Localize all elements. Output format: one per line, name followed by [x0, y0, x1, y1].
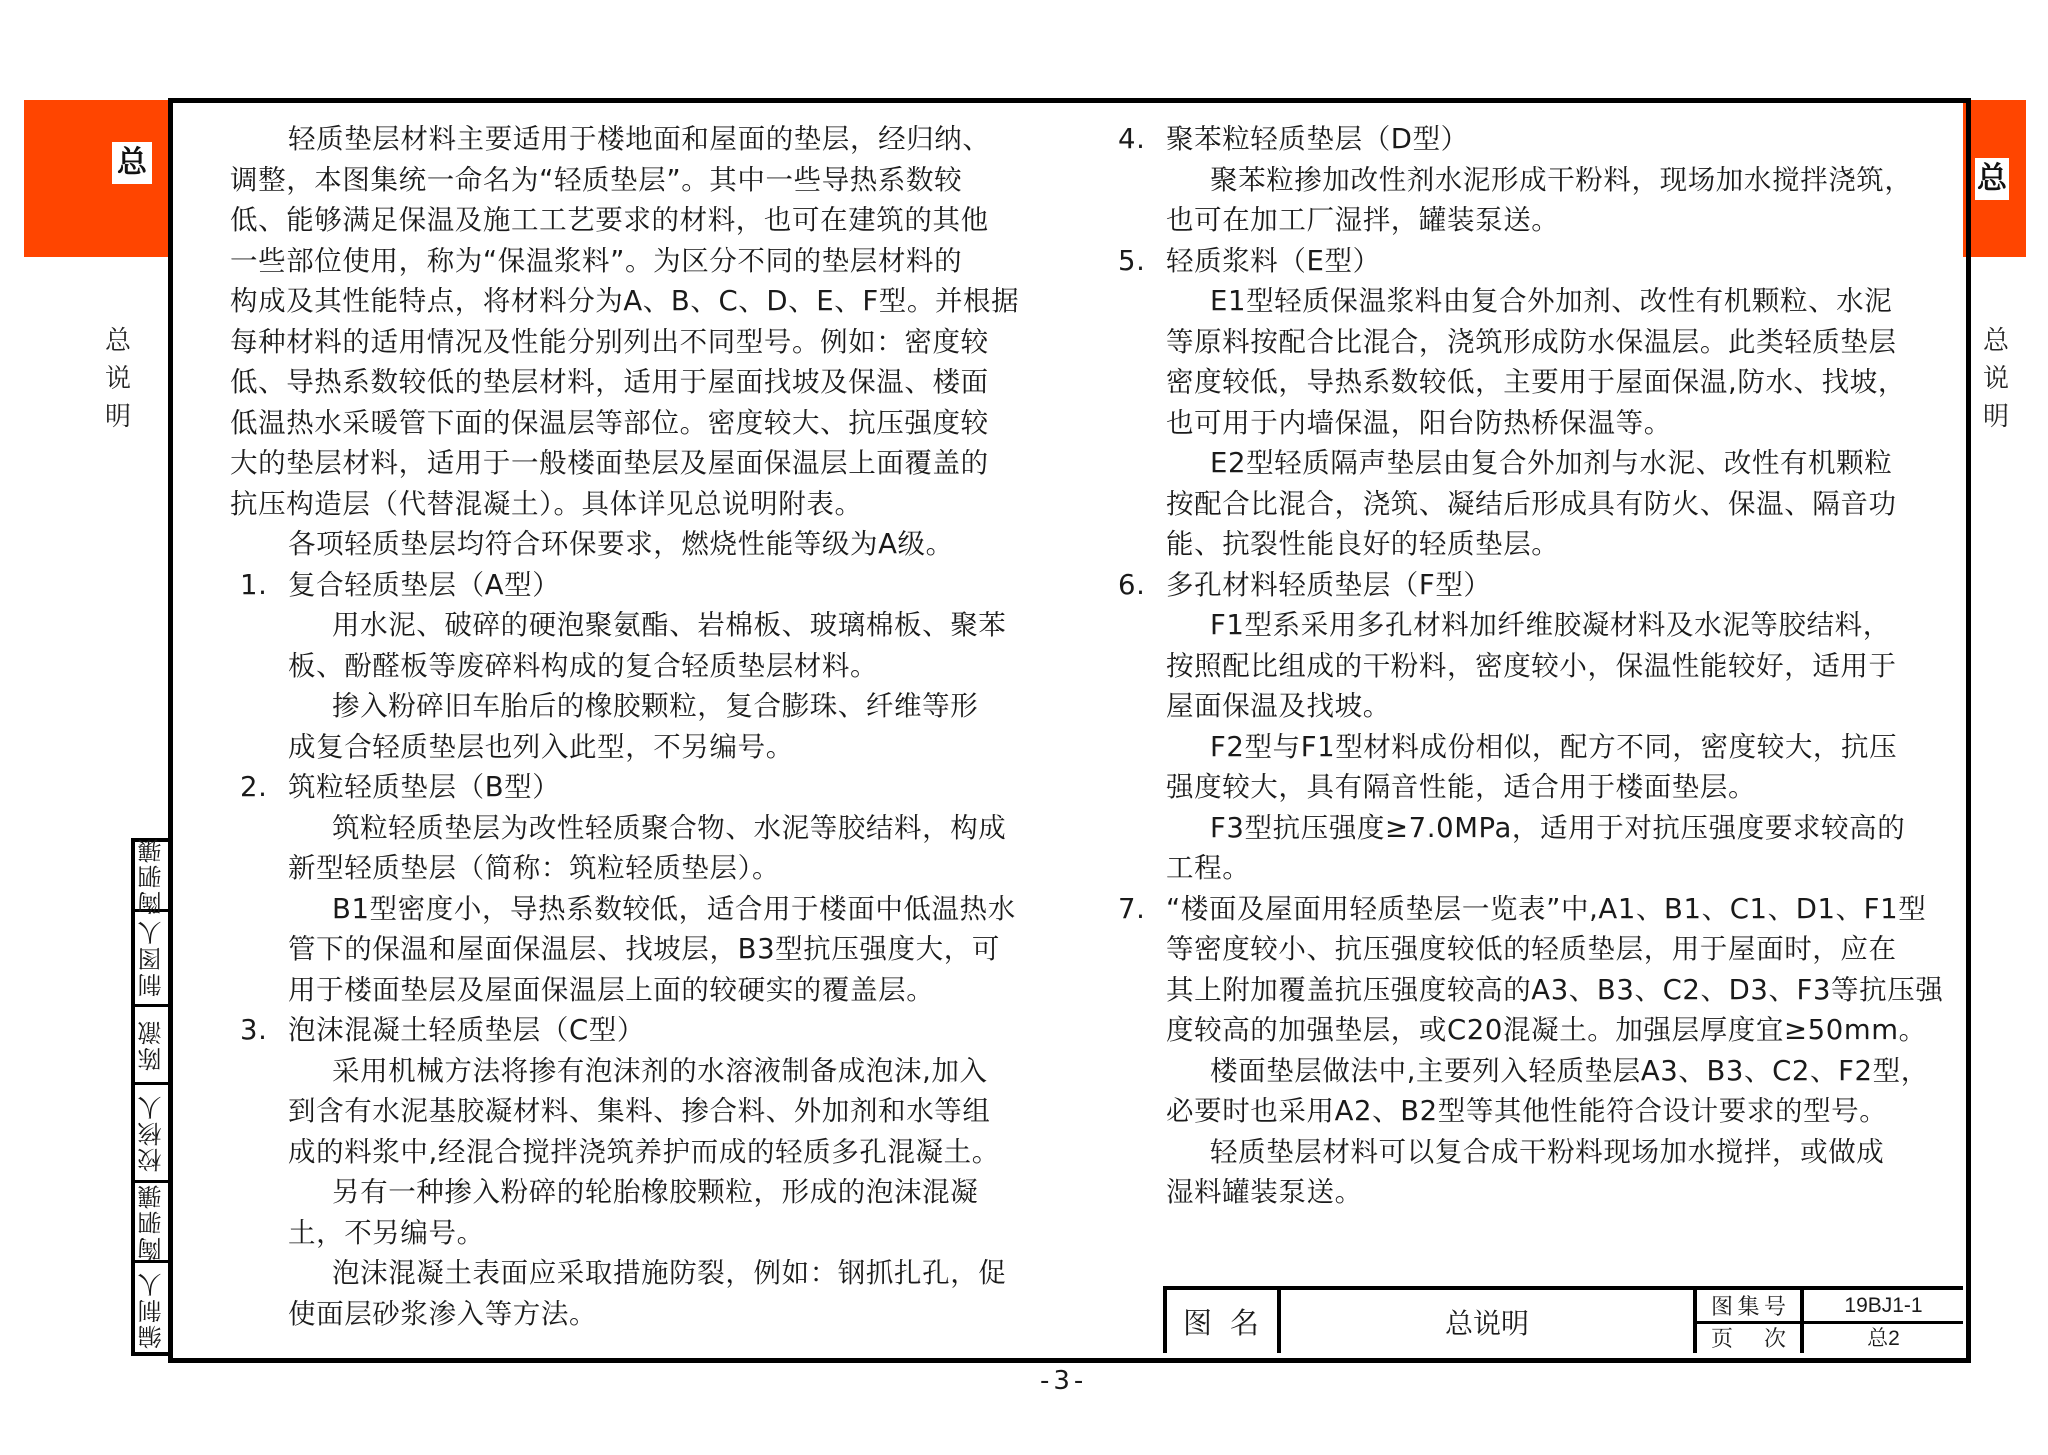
- paragraph-line: 成复合轻质垫层也列入此型，不另编号。: [288, 730, 794, 763]
- paragraph-line: 按配合比混合，浇筑、凝结后形成具有防火、保温、隔音功: [1166, 487, 1897, 520]
- paragraph-line: 度较高的加强垫层，或C20混凝土。加强层厚度宜≥50mm。: [1166, 1014, 1927, 1046]
- paragraph-line: 密度较低，导热系数较低，主要用于屋面保温,防水、找坡，: [1166, 366, 1906, 398]
- paragraph-line: E2型轻质隔声垫层由复合外加剂与水泥、改性有机颗粒: [1210, 447, 1893, 479]
- paragraph-line: 轻质垫层材料主要适用于楼地面和屋面的垫层，经归纳、: [288, 123, 991, 155]
- section-number: 4.: [1118, 123, 1146, 155]
- paragraph-line: 低、导热系数较低的垫层材料，适用于屋面找坡及保温、楼面: [230, 366, 989, 398]
- paragraph-line: 到含有水泥基胶凝材料、集料、掺合料、外加剂和水等组: [288, 1095, 991, 1127]
- section-badge: 总: [112, 142, 152, 184]
- paragraph-line: B1型密度小，导热系数较低，适合用于楼面中低温热水: [332, 892, 1016, 925]
- paragraph-line: 一些部位使用，称为“保温浆料”。为区分不同的垫层材料的: [230, 244, 963, 277]
- paragraph-line: 构成及其性能特点，将材料分为A、B、C、D、E、F型。并根据: [230, 285, 1020, 317]
- paragraph-line: 抗压构造层（代替混凝土）。具体详见总说明附表。: [230, 487, 863, 520]
- paragraph-line: 按照配比组成的干粉料，密度较小，保温性能较好，适用于: [1166, 649, 1897, 682]
- section-tab-left: [24, 100, 170, 257]
- paragraph-line: 板、酚醛板等废碎料构成的复合轻质垫层材料。: [288, 649, 879, 682]
- page-label: 页 次: [1697, 1321, 1804, 1353]
- paragraph-line: 等密度较小、抗压强度较低的轻质垫层，用于屋面时，应在: [1166, 933, 1897, 965]
- signature-text: 陶驷骧: [138, 836, 166, 915]
- signature-cell: [135, 836, 168, 915]
- section-title: 筑粒轻质垫层（B型）: [288, 771, 561, 803]
- paragraph-line: 用水泥、破碎的硬泡聚氨酯、岩棉板、玻璃棉板、聚苯: [332, 609, 1007, 641]
- page-number: -3-: [1040, 1366, 1088, 1396]
- paragraph-line: 土，不另编号。: [288, 1216, 485, 1249]
- signature-cell: [135, 1183, 168, 1263]
- section-number: 3.: [240, 1014, 268, 1046]
- paragraph-line: 低温热水采暖管下面的保温层等部位。密度较大、抗压强度较: [230, 406, 989, 439]
- paragraph-line: F3型抗压强度≥7.0MPa，适用于对抗压强度要求较高的: [1210, 811, 1906, 844]
- section-heading: [1108, 119, 1938, 160]
- section-tab-right: [1963, 100, 2026, 257]
- paragraph-line: 低、能够满足保温及施工工艺要求的材料，也可在建筑的其他: [230, 204, 989, 236]
- section-title: “楼面及屋面用轻质垫层一览表”中,A1、B1、C1、D1、F1型: [1166, 892, 1927, 925]
- paragraph-line: 也可在加工厂湿拌，罐装泵送。: [1166, 204, 1560, 236]
- signature-cell: [135, 1263, 168, 1356]
- paragraph-line: 用于楼面垫层及屋面保温层上面的较硬实的覆盖层。: [288, 973, 935, 1006]
- paragraph-line: 管下的保温和屋面保温层、找坡层，B3型抗压强度大，可: [288, 933, 1000, 965]
- section-number: 6.: [1118, 568, 1146, 601]
- signature-strip: [131, 838, 168, 1356]
- signature-text: 制图人: [138, 919, 166, 997]
- paragraph-line: 能、抗裂性能良好的轻质垫层。: [1166, 528, 1560, 560]
- paragraph-line: 大的垫层材料，适用于一般楼面垫层及屋面保温层上面覆盖的: [230, 447, 989, 479]
- signature-text: 编制人: [138, 1270, 166, 1349]
- left-text-column: [230, 119, 1050, 1334]
- paragraph-line: 屋面保温及找坡。: [1166, 690, 1391, 722]
- section-number: 2.: [240, 771, 268, 803]
- paragraph-line: 必要时也采用A2、B2型等其他性能符合设计要求的型号。: [1166, 1095, 1888, 1127]
- paragraph-line: 强度较大，具有隔音性能，适合用于楼面垫层。: [1166, 771, 1757, 803]
- section-heading: [230, 565, 1050, 606]
- section-title: 泡沫混凝土轻质垫层（C型）: [288, 1014, 646, 1046]
- signature-text: 校核人: [138, 1093, 166, 1172]
- section-number: 7.: [1118, 892, 1146, 925]
- signature-text: 陶驷骧: [138, 1182, 166, 1261]
- paragraph-line: 调整，本图集统一命名为“轻质垫层”。其中一些导热系数较: [230, 163, 963, 196]
- paragraph-line: E1型轻质保温浆料由复合外加剂、改性有机颗粒、水泥: [1210, 285, 1893, 317]
- paragraph-line: 湿料罐装泵送。: [1166, 1176, 1363, 1208]
- paragraph-line: 也可用于内墙保温，阳台防热桥保温等。: [1166, 406, 1672, 439]
- paragraph-line: F1型系采用多孔材料加纤维胶凝材料及水泥等胶结料，: [1210, 609, 1891, 641]
- paragraph-line: 聚苯粒掺加改性剂水泥形成干粉料，现场加水搅拌浇筑，: [1210, 163, 1913, 196]
- atlas-number-label: 图 集 号: [1697, 1290, 1804, 1321]
- paragraph-line: 轻质垫层材料可以复合成干粉料现场加水搅拌，或做成: [1210, 1135, 1885, 1168]
- side-section-label: 总 说 明: [1982, 326, 2009, 432]
- signature-cell: [135, 1007, 168, 1085]
- section-heading: [230, 767, 1050, 808]
- drawing-title: 总说明: [1281, 1290, 1697, 1353]
- section-heading: [1108, 241, 1938, 282]
- paragraph-line: 新型轻质垫层（简称：筑粒轻质垫层）。: [288, 852, 781, 884]
- paragraph-line: 各项轻质垫层均符合环保要求，燃烧性能等级为A级。: [288, 528, 954, 560]
- drawing-name-label: 图名: [1167, 1290, 1281, 1353]
- signature-text: 陈澈: [138, 1018, 166, 1071]
- paragraph-line: 泡沫混凝土表面应采取措施防裂，例如：钢抓扎孔，促: [332, 1257, 1007, 1289]
- section-number: 1.: [240, 568, 268, 601]
- paragraph-line: 楼面垫层做法中,主要列入轻质垫层A3、B3、C2、F2型，: [1210, 1054, 1929, 1087]
- signature-cell: [135, 1085, 168, 1183]
- atlas-number-value: 19BJ1-1: [1844, 1293, 1923, 1317]
- paragraph-line: F2型与F1型材料成份相似，配方不同，密度较大，抗压: [1210, 730, 1898, 763]
- paragraph-line: 筑粒轻质垫层为改性轻质聚合物、水泥等胶结料，构成: [332, 811, 1007, 844]
- section-badge: 总: [1975, 158, 2009, 200]
- side-section-label: 总 说 明: [104, 326, 131, 432]
- section-number: 5.: [1118, 244, 1146, 277]
- paragraph-line: 等原料按配合比混合，浇筑形成防水保温层。此类轻质垫层: [1166, 325, 1897, 358]
- paragraph-line: 每种材料的适用情况及性能分别列出不同型号。例如：密度较: [230, 325, 989, 358]
- paragraph-line: 其上附加覆盖抗压强度较高的A3、B3、C2、D3、F3等抗压强: [1166, 973, 1944, 1006]
- section-heading: [230, 1010, 1050, 1051]
- section-title: 多孔材料轻质垫层（F型）: [1166, 568, 1492, 601]
- section-title: 轻质浆料（E型）: [1166, 244, 1381, 277]
- section-heading: [1108, 889, 1938, 930]
- page-value: 总2: [1867, 1327, 1900, 1350]
- section-title: 聚苯粒轻质垫层（D型）: [1166, 123, 1469, 155]
- section-title: 复合轻质垫层（A型）: [288, 568, 561, 601]
- title-block: [1163, 1286, 1963, 1353]
- paragraph-line: 采用机械方法将掺有泡沫剂的水溶液制备成泡沫,加入: [332, 1054, 988, 1087]
- section-heading: [1108, 565, 1938, 606]
- paragraph-line: 另有一种掺入粉碎的轮胎橡胶颗粒，形成的泡沫混凝: [332, 1176, 979, 1208]
- paragraph-line: 掺入粉碎旧车胎后的橡胶颗粒，复合膨珠、纤维等形: [332, 690, 979, 722]
- paragraph-line: 使面层砂浆渗入等方法。: [288, 1297, 598, 1330]
- right-text-column: [1108, 119, 1944, 1213]
- paragraph-line: 成的料浆中,经混合搅拌浇筑养护而成的轻质多孔混凝土。: [288, 1135, 1000, 1168]
- paragraph-line: 工程。: [1166, 852, 1251, 884]
- signature-cell: [135, 912, 168, 1007]
